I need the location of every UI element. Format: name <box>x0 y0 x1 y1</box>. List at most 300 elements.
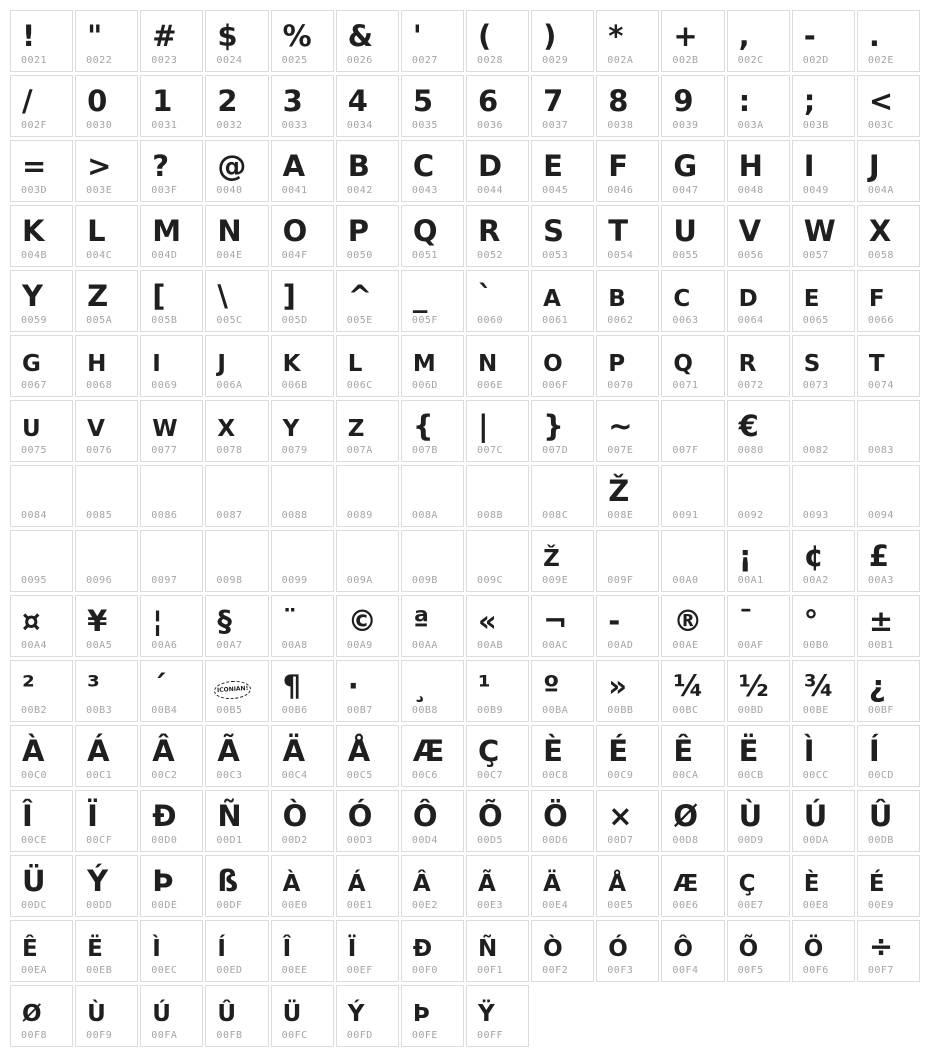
codepoint-label: 0052 <box>476 250 504 261</box>
glyph: Õ <box>738 936 758 962</box>
glyph: · <box>347 669 358 703</box>
codepoint-label: 0099 <box>281 575 308 586</box>
glyph: » <box>608 669 627 703</box>
codepoint-label: 00D2 <box>281 835 308 846</box>
glyph: Z <box>87 279 108 313</box>
iconian-logo: ICONIAN! <box>214 680 253 701</box>
codepoint-label: 005B <box>151 315 178 326</box>
glyph-cell <box>75 725 138 787</box>
glyph: [ <box>152 279 165 313</box>
glyph-cell <box>205 660 268 722</box>
glyph-cell <box>271 205 334 267</box>
glyph: Ï <box>87 799 97 833</box>
glyph-cell <box>336 10 399 72</box>
glyph-cell <box>75 205 138 267</box>
codepoint-label: 00C7 <box>476 770 504 781</box>
codepoint-label: 0047 <box>672 185 699 196</box>
codepoint-label: 00CB <box>737 770 764 781</box>
glyph: - <box>608 604 620 638</box>
glyph: K <box>282 351 300 377</box>
glyph-cell <box>531 335 594 397</box>
glyph: Û <box>868 799 892 833</box>
glyph: ¢ <box>803 539 823 573</box>
codepoint-label: 008E <box>607 510 634 521</box>
glyph: ] <box>282 279 295 313</box>
codepoint-label: 002F <box>21 120 48 131</box>
codepoint-label: 0025 <box>281 55 308 66</box>
glyph-cell <box>271 920 334 982</box>
codepoint-label: 00DD <box>86 900 113 911</box>
glyph-cell <box>857 465 920 527</box>
codepoint-label: 0088 <box>281 510 308 521</box>
glyph-cell <box>271 855 334 917</box>
codepoint-label: 0045 <box>542 185 569 196</box>
glyph: Ñ <box>217 799 241 833</box>
glyph-cell <box>271 140 334 202</box>
glyph: U <box>22 416 40 442</box>
glyph: ! <box>22 19 35 53</box>
glyph-cell <box>336 140 399 202</box>
glyph-cell <box>661 140 724 202</box>
codepoint-label: 0098 <box>216 575 243 586</box>
codepoint-label: 00F7 <box>867 965 894 976</box>
glyph: F <box>868 286 884 312</box>
codepoint-label: 0095 <box>21 575 48 586</box>
glyph-cell <box>271 400 334 462</box>
codepoint-label: 00FA <box>151 1030 178 1041</box>
glyph-cell <box>205 400 268 462</box>
glyph-cell <box>271 790 334 852</box>
glyph: Ç <box>738 871 755 897</box>
codepoint-label: 0023 <box>151 55 178 66</box>
glyph-cell <box>140 205 203 267</box>
codepoint-label: 00FC <box>281 1030 308 1041</box>
codepoint-label: 00A9 <box>346 640 373 651</box>
glyph-cell <box>531 530 594 592</box>
glyph: ³ <box>87 669 99 703</box>
glyph: Ñ <box>477 936 497 962</box>
glyph: Ð <box>152 799 176 833</box>
glyph-cell <box>75 75 138 137</box>
glyph-cell <box>205 205 268 267</box>
codepoint-label: 008C <box>542 510 569 521</box>
glyph-cell <box>531 660 594 722</box>
glyph: V <box>87 416 104 442</box>
codepoint-label: 0035 <box>411 120 438 131</box>
codepoint-label: 0071 <box>672 380 699 391</box>
glyph: V <box>738 214 761 248</box>
glyph-cell <box>336 920 399 982</box>
glyph: X <box>868 214 891 248</box>
glyph: T <box>868 351 884 377</box>
glyph-cell <box>466 75 529 137</box>
glyph-cell <box>596 855 659 917</box>
codepoint-label: 0027 <box>411 55 438 66</box>
glyph: } <box>543 409 563 443</box>
glyph: G <box>673 149 697 183</box>
codepoint-label: 00A6 <box>151 640 178 651</box>
codepoint-label: 0054 <box>607 250 634 261</box>
codepoint-label: 00CC <box>802 770 829 781</box>
glyph: R <box>477 214 500 248</box>
codepoint-label: 00D7 <box>607 835 634 846</box>
codepoint-label: 0059 <box>21 315 48 326</box>
glyph: Û <box>217 1001 236 1027</box>
glyph-cell <box>140 140 203 202</box>
glyph-cell <box>466 725 529 787</box>
glyph: Æ <box>673 871 698 897</box>
codepoint-label: 0093 <box>802 510 829 521</box>
codepoint-label: 00B1 <box>867 640 894 651</box>
glyph: ß <box>217 864 238 898</box>
glyph-cell <box>792 205 855 267</box>
codepoint-label: 009E <box>542 575 569 586</box>
glyph-cell <box>271 335 334 397</box>
codepoint-label: 00D8 <box>672 835 699 846</box>
codepoint-label: 00F1 <box>476 965 504 976</box>
codepoint-label: 0060 <box>476 315 504 326</box>
glyph: M <box>412 351 435 377</box>
glyph: / <box>22 84 32 118</box>
codepoint-label: 0034 <box>346 120 373 131</box>
glyph-cell <box>466 790 529 852</box>
codepoint-label: 009F <box>607 575 634 586</box>
glyph: W <box>803 214 835 248</box>
glyph: À <box>22 734 44 768</box>
glyph: È <box>803 871 819 897</box>
glyph: Ö <box>803 936 823 962</box>
glyph-cell <box>205 465 268 527</box>
codepoint-label: 00D5 <box>476 835 504 846</box>
glyph: Î <box>282 936 291 962</box>
glyph-cell <box>596 660 659 722</box>
glyph-cell <box>10 985 73 1047</box>
codepoint-label: 00A2 <box>802 575 829 586</box>
glyph: Ã <box>477 871 495 897</box>
glyph-cell <box>727 75 790 137</box>
codepoint-label: 00DF <box>216 900 243 911</box>
codepoint-label: 00B2 <box>21 705 48 716</box>
glyph-cell <box>271 985 334 1047</box>
codepoint-label: 00EA <box>21 965 48 976</box>
glyph-cell <box>401 465 464 527</box>
glyph: Ý <box>87 864 108 898</box>
codepoint-label: 00B4 <box>151 705 178 716</box>
glyph: Þ <box>152 864 173 898</box>
glyph-cell <box>271 75 334 137</box>
glyph-cell <box>205 75 268 137</box>
glyph-cell <box>205 920 268 982</box>
codepoint-label: 00B8 <box>411 705 438 716</box>
glyph: O <box>282 214 307 248</box>
codepoint-label: 00CA <box>672 770 699 781</box>
glyph: Â <box>152 734 174 768</box>
codepoint-label: 006B <box>281 380 308 391</box>
codepoint-label: 0063 <box>672 315 699 326</box>
glyph: ¾ <box>803 669 833 703</box>
glyph: & <box>347 19 372 53</box>
glyph-cell <box>75 855 138 917</box>
glyph-cell <box>205 140 268 202</box>
glyph: A <box>543 286 560 312</box>
glyph: Ì <box>152 936 160 962</box>
glyph-cell <box>727 920 790 982</box>
glyph-cell <box>10 10 73 72</box>
glyph: G <box>22 351 40 377</box>
glyph-cell <box>857 790 920 852</box>
glyph: @ <box>217 149 246 183</box>
glyph-cell <box>140 985 203 1047</box>
glyph-cell <box>466 400 529 462</box>
codepoint-label: 00DE <box>151 900 178 911</box>
glyph: Í <box>217 936 225 962</box>
codepoint-label: 008A <box>411 510 438 521</box>
glyph-cell <box>205 335 268 397</box>
glyph: ² <box>22 669 34 703</box>
glyph-cell <box>140 10 203 72</box>
glyph: Ú <box>152 1001 170 1027</box>
codepoint-label: 006A <box>216 380 243 391</box>
codepoint-label: 0084 <box>21 510 48 521</box>
glyph: Ø <box>22 1001 41 1027</box>
codepoint-label: 00CD <box>867 770 894 781</box>
codepoint-label: 00DC <box>21 900 48 911</box>
glyph: ¦ <box>152 604 162 638</box>
glyph-cell <box>10 855 73 917</box>
glyph: £ <box>868 539 889 573</box>
glyph: Î <box>22 799 32 833</box>
glyph: + <box>673 19 697 53</box>
glyph-cell <box>205 790 268 852</box>
glyph-cell <box>140 530 203 592</box>
glyph: Ž <box>608 474 629 508</box>
glyph-cell <box>531 855 594 917</box>
glyph-cell <box>596 270 659 332</box>
codepoint-label: 00FE <box>411 1030 438 1041</box>
glyph: × <box>608 799 632 833</box>
codepoint-label: 00F9 <box>86 1030 113 1041</box>
glyph: D <box>738 286 757 312</box>
glyph: Z <box>347 416 364 442</box>
glyph-cell <box>336 530 399 592</box>
codepoint-label: 0033 <box>281 120 308 131</box>
codepoint-label: 0068 <box>86 380 113 391</box>
glyph: Ù <box>87 1001 105 1027</box>
codepoint-label: 00D9 <box>737 835 764 846</box>
codepoint-label: 003B <box>802 120 829 131</box>
codepoint-label: 00AB <box>476 640 504 651</box>
codepoint-label: 00AD <box>607 640 634 651</box>
codepoint-label: 006F <box>542 380 569 391</box>
glyph-cell <box>792 920 855 982</box>
codepoint-label: 0083 <box>867 445 894 456</box>
glyph: ? <box>152 149 169 183</box>
glyph-cell <box>75 920 138 982</box>
codepoint-label: 0058 <box>867 250 894 261</box>
codepoint-label: 00E4 <box>542 900 569 911</box>
codepoint-label: 0089 <box>346 510 373 521</box>
codepoint-label: 00D4 <box>411 835 438 846</box>
glyph: 0 <box>87 84 107 118</box>
glyph: : <box>738 84 750 118</box>
glyph-cell <box>336 725 399 787</box>
glyph-cell <box>401 205 464 267</box>
glyph-cell <box>792 75 855 137</box>
codepoint-label: 00AC <box>542 640 569 651</box>
glyph: ¯ <box>738 604 753 638</box>
glyph: Ê <box>22 936 37 962</box>
glyph-cell <box>727 270 790 332</box>
codepoint-label: 00BF <box>867 705 894 716</box>
glyph-cell <box>727 465 790 527</box>
glyph: % <box>282 19 311 53</box>
glyph-cell <box>271 660 334 722</box>
glyph: ± <box>868 604 893 638</box>
glyph-cell <box>857 660 920 722</box>
glyph: Ä <box>543 871 560 897</box>
glyph: # <box>152 19 176 53</box>
codepoint-label: 00D0 <box>151 835 178 846</box>
glyph: § <box>217 604 231 638</box>
glyph-cell <box>792 465 855 527</box>
codepoint-label: 005D <box>281 315 308 326</box>
codepoint-label: 00A8 <box>281 640 308 651</box>
glyph-cell <box>792 595 855 657</box>
codepoint-label: 0065 <box>802 315 829 326</box>
glyph: C <box>412 149 434 183</box>
glyph: ¿ <box>868 669 885 703</box>
glyph-cell <box>336 855 399 917</box>
codepoint-label: 007D <box>542 445 569 456</box>
codepoint-label: 0070 <box>607 380 634 391</box>
glyph: * <box>608 19 623 53</box>
codepoint-label: 00ED <box>216 965 243 976</box>
glyph-cell <box>596 75 659 137</box>
glyph-cell <box>75 985 138 1047</box>
glyph-cell <box>401 660 464 722</box>
glyph-cell <box>401 595 464 657</box>
glyph: Ë <box>87 936 102 962</box>
glyph: > <box>87 149 111 183</box>
codepoint-label: 0062 <box>607 315 634 326</box>
glyph: Ù <box>738 799 762 833</box>
glyph: O <box>543 351 562 377</box>
glyph-cell <box>727 660 790 722</box>
codepoint-label: 0051 <box>411 250 438 261</box>
codepoint-label: 00E6 <box>672 900 699 911</box>
glyph: Ô <box>412 799 437 833</box>
glyph-cell <box>336 270 399 332</box>
codepoint-label: 00C1 <box>86 770 113 781</box>
codepoint-label: 006E <box>476 380 504 391</box>
glyph-cell <box>792 270 855 332</box>
glyph-cell <box>857 725 920 787</box>
glyph-cell <box>857 75 920 137</box>
codepoint-label: 0076 <box>86 445 113 456</box>
glyph-cell <box>661 400 724 462</box>
codepoint-label: 002E <box>867 55 894 66</box>
codepoint-label: 004D <box>151 250 178 261</box>
codepoint-label: 00E1 <box>346 900 373 911</box>
codepoint-label: 0031 <box>151 120 178 131</box>
codepoint-label: 00B7 <box>346 705 373 716</box>
glyph-cell <box>205 985 268 1047</box>
glyph: ½ <box>738 669 768 703</box>
codepoint-label: 00D1 <box>216 835 243 846</box>
codepoint-label: 00B0 <box>802 640 829 651</box>
glyph-cell <box>10 595 73 657</box>
codepoint-label: 0080 <box>737 445 764 456</box>
glyph-cell <box>727 400 790 462</box>
codepoint-label: 0094 <box>867 510 894 521</box>
glyph: " <box>87 19 102 53</box>
codepoint-label: 003E <box>86 185 113 196</box>
glyph: ~ <box>608 409 632 443</box>
glyph-cell <box>531 400 594 462</box>
glyph-cell <box>857 10 920 72</box>
codepoint-label: 00B5 <box>216 705 243 716</box>
glyph-cell <box>727 790 790 852</box>
glyph-cell <box>336 660 399 722</box>
glyph-cell <box>401 920 464 982</box>
glyph-cell <box>792 725 855 787</box>
glyph-cell <box>466 920 529 982</box>
glyph: Ç <box>477 734 499 768</box>
glyph: ¹ <box>477 669 490 703</box>
glyph: À <box>282 871 300 897</box>
codepoint-label: 0066 <box>867 315 894 326</box>
glyph: ^ <box>347 279 372 313</box>
glyph-cell <box>336 335 399 397</box>
codepoint-label: 0072 <box>737 380 764 391</box>
codepoint-label: 00A0 <box>672 575 699 586</box>
codepoint-label: 0069 <box>151 380 178 391</box>
codepoint-label: 0022 <box>86 55 113 66</box>
codepoint-label: 00FF <box>476 1030 504 1041</box>
glyph-cell <box>466 335 529 397</box>
codepoint-label: 009C <box>476 575 504 586</box>
glyph: º <box>543 669 559 703</box>
glyph-cell <box>857 335 920 397</box>
glyph: € <box>738 409 758 443</box>
glyph-cell <box>401 10 464 72</box>
glyph: $ <box>217 19 237 53</box>
glyph-cell <box>466 595 529 657</box>
glyph-cell <box>531 595 594 657</box>
glyph: Ë <box>738 734 758 768</box>
codepoint-label: 008B <box>476 510 504 521</box>
glyph: ` <box>477 279 492 313</box>
glyph-cell <box>75 595 138 657</box>
codepoint-label: 00FD <box>346 1030 373 1041</box>
codepoint-label: 00DA <box>802 835 829 846</box>
glyph-cell <box>792 790 855 852</box>
codepoint-label: 00A5 <box>86 640 113 651</box>
glyph: ' <box>412 19 421 53</box>
codepoint-label: 0036 <box>476 120 504 131</box>
glyph: Ü <box>22 864 45 898</box>
glyph: 3 <box>282 84 302 118</box>
codepoint-label: 0056 <box>737 250 764 261</box>
glyph-cell <box>140 270 203 332</box>
glyph-cell <box>75 270 138 332</box>
glyph-cell <box>661 10 724 72</box>
codepoint-label: 0048 <box>737 185 764 196</box>
glyph: Y <box>22 279 42 313</box>
glyph-cell <box>401 140 464 202</box>
codepoint-label: 00C3 <box>216 770 243 781</box>
codepoint-label: 0075 <box>21 445 48 456</box>
